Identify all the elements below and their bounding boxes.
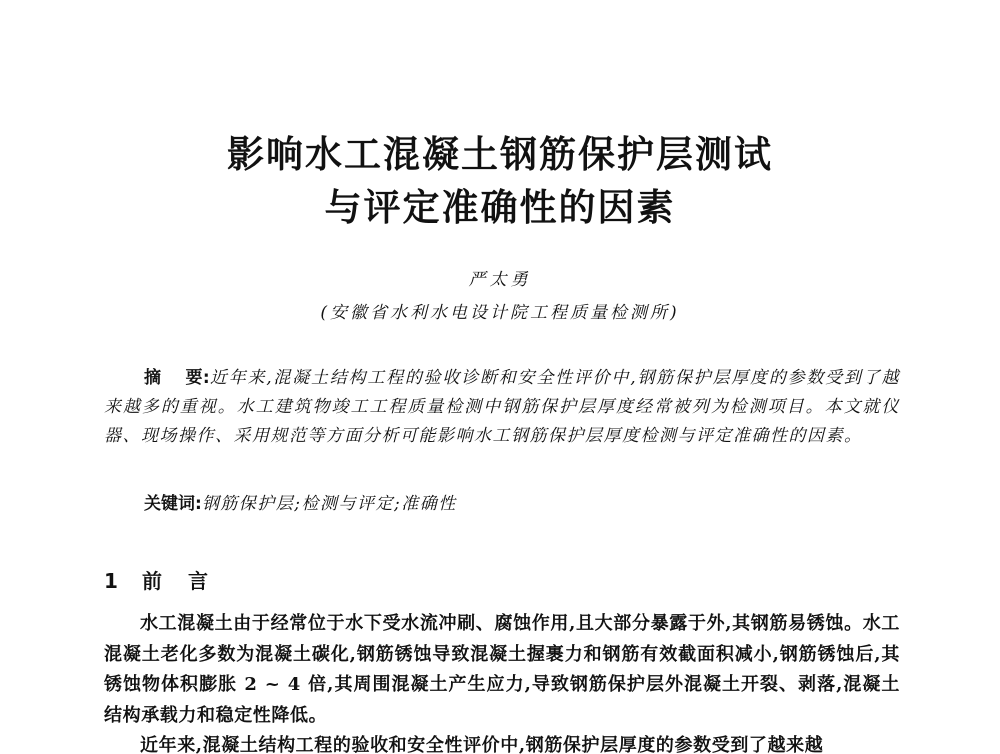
- author-name: 严太勇: [468, 270, 532, 290]
- section-1-body: [104, 609, 900, 754]
- abstract-text: 近年来,混凝土结构工程的验收诊断和安全性评价中,钢筋保护层厚度的参数受到了越来越多的重视。水工建筑物竣工工程质量检测中钢筋保护层厚度经常被列为检测项目。本文就仪器、现场操作、采用规范等方面分析可能影响水工钢筋保护层厚度检测与评定准确性的因素。: [104, 368, 900, 446]
- section-1-heading: [104, 567, 234, 595]
- paper-title-line-2: 与评定准确性的因素: [324, 186, 676, 229]
- keywords-text: 钢筋保护层;检测与评定;准确性: [201, 494, 457, 514]
- author-affiliation: (安徽省水利水电设计院工程质量检测所): [320, 303, 680, 323]
- keywords-block: [144, 490, 900, 519]
- keywords-label: 关键词:: [144, 494, 202, 514]
- abstract-label-char-2: 要:: [185, 368, 210, 388]
- paragraph-2: 近年来,混凝土结构工程的验收和安全性评价中,钢筋保护层厚度的参数受到了越来越: [140, 735, 824, 754]
- section-1-title: 前言: [142, 569, 234, 593]
- abstract-label-char-1: 摘: [144, 368, 162, 388]
- paragraph-1: 水工混凝土由于经常位于水下受水流冲刷、腐蚀作用,且大部分暴露于外,其钢筋易锈蚀。水工混凝土老化多数为混凝土碳化,钢筋锈蚀导致混凝土握裹力和钢筋有效截面积减小,钢筋锈蚀后,其锈蚀物体积膨胀 2 ~ 4 倍,其周围混凝土产生应力,导致钢筋保护层外混凝土开裂、剥落,混凝土结构承载力和稳定性降低。: [104, 613, 900, 726]
- abstract-label: [104, 368, 210, 388]
- section-1-number: 1: [104, 569, 118, 593]
- paper-title-line-1: 影响水工混凝土钢筋保护层测试: [227, 133, 773, 176]
- abstract-block: [104, 364, 900, 451]
